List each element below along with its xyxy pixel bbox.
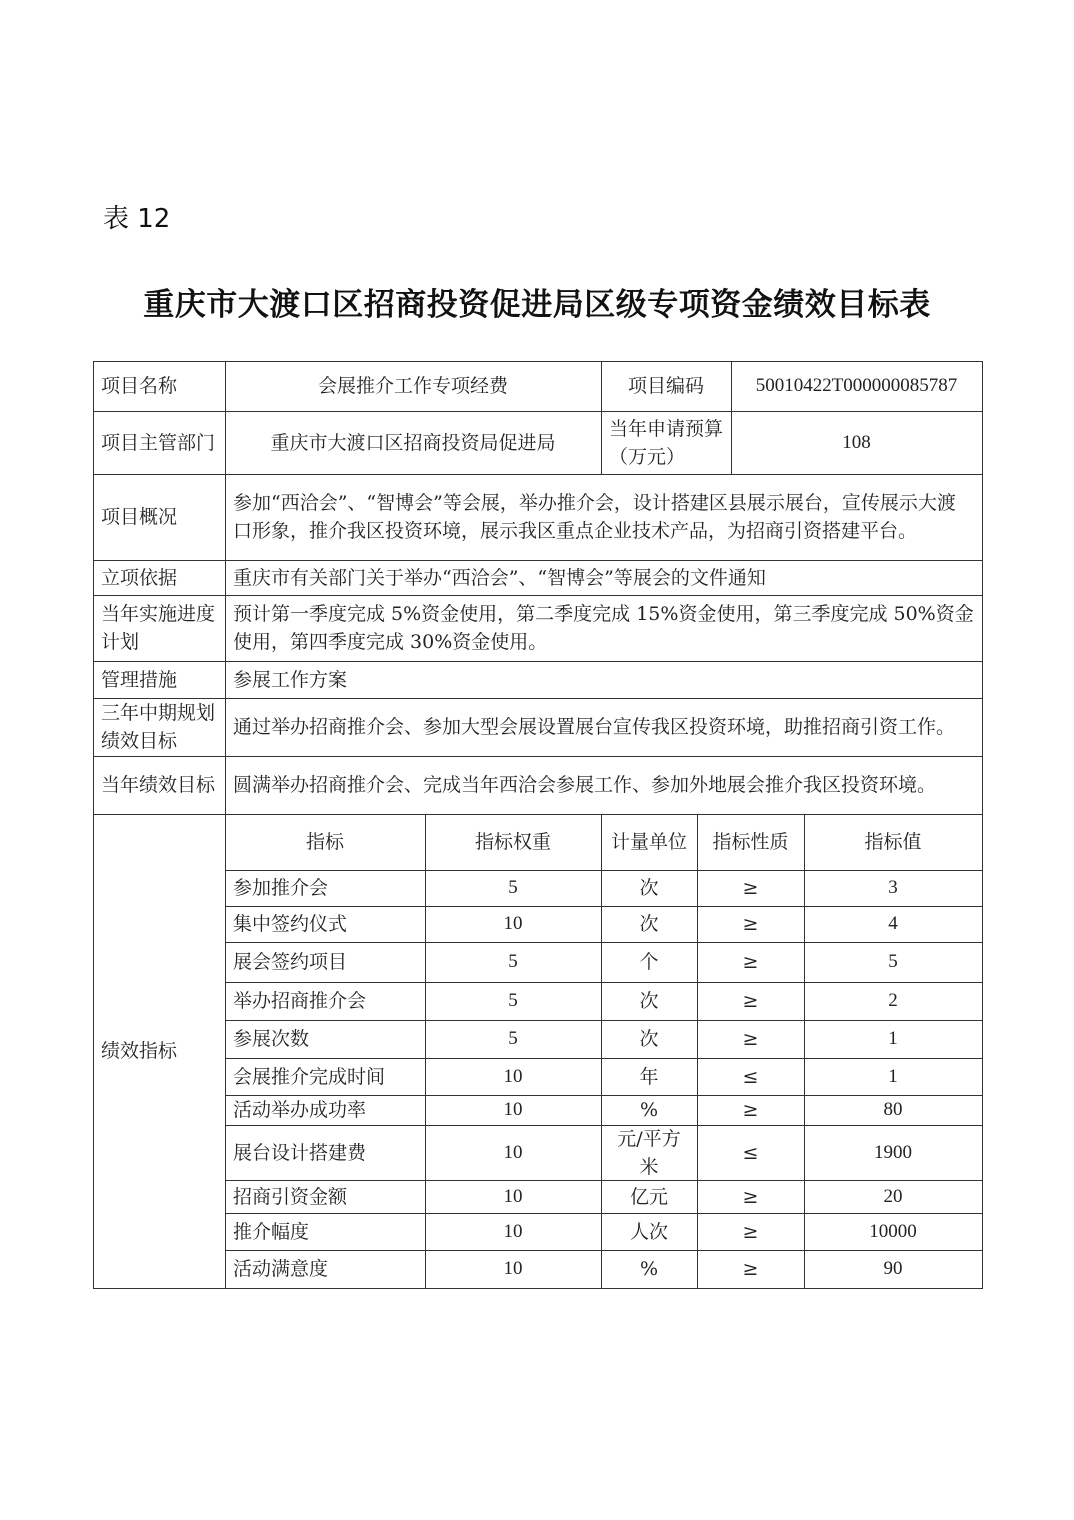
dept-value-text: 重庆市大渡口区招商投资局促进局 bbox=[270, 431, 556, 454]
indicator-weight-text: 5 bbox=[508, 877, 518, 898]
indicator-unit bbox=[601, 1058, 697, 1095]
midterm-value-text: 通过举办招商推介会、参加大型会展设置展台宣传我区投资环境，助推招商引资工作。 bbox=[233, 716, 956, 738]
indicator-name bbox=[225, 1058, 425, 1095]
indicator-nature-text: ≥ bbox=[742, 1028, 759, 1050]
annual-label bbox=[93, 756, 225, 814]
indicator-nature bbox=[697, 870, 804, 906]
indicator-nature-text: ≥ bbox=[742, 1258, 759, 1280]
indicator-name-text: 推介幅度 bbox=[233, 1220, 310, 1243]
indicator-nature bbox=[697, 1095, 804, 1125]
indicator-name-text: 举办招商推介会 bbox=[233, 990, 367, 1012]
basis-label-text: 立项依据 bbox=[101, 566, 178, 589]
indicator-unit-text: 人次 bbox=[629, 1220, 668, 1243]
project-name-value bbox=[225, 361, 601, 411]
indicator-value-text: 1 bbox=[888, 1065, 898, 1087]
indicator-weight-text: 10 bbox=[503, 1185, 523, 1207]
plan-value-text: 预计第一季度完成 5%资金使用，第二季度完成 15%资金使用，第三季度完成 50%资金使用，第四季度完成 30%资金使用。 bbox=[233, 603, 974, 653]
indicator-unit-text: 亿元 bbox=[629, 1185, 668, 1208]
indicator-unit bbox=[601, 1095, 697, 1125]
indicator-weight-text: 10 bbox=[503, 1065, 523, 1087]
indicator-value bbox=[804, 1213, 982, 1250]
indicator-weight bbox=[425, 1058, 601, 1095]
indicator-unit-text: 次 bbox=[639, 877, 659, 899]
indicator-weight-text: 5 bbox=[508, 990, 518, 1011]
indicator-name bbox=[225, 1020, 425, 1058]
indicator-value bbox=[804, 1095, 982, 1125]
overview-value bbox=[225, 474, 982, 560]
indicator-weight-text: 10 bbox=[503, 913, 523, 934]
indicator-weight-text: 10 bbox=[503, 1258, 523, 1279]
indicator-weight-text: 10 bbox=[503, 1099, 523, 1120]
indicator-nature-text: ≥ bbox=[742, 1099, 759, 1121]
indicator-weight bbox=[425, 870, 601, 906]
indicator-unit-text: 次 bbox=[639, 1028, 659, 1050]
indicator-value-text: 1 bbox=[888, 1028, 898, 1049]
table-border-bottom bbox=[93, 1288, 983, 1289]
indicator-weight bbox=[425, 1020, 601, 1058]
indicator-weight bbox=[425, 1125, 601, 1180]
midterm-value bbox=[225, 698, 982, 756]
indicator-weight-text: 5 bbox=[508, 1028, 518, 1049]
indicator-nature bbox=[697, 982, 804, 1020]
annual-value-text: 圆满举办招商推介会、完成当年西洽会参展工作、参加外地展会推介我区投资环境。 bbox=[233, 774, 937, 796]
annual-label-text: 当年绩效目标 bbox=[101, 774, 216, 796]
indicator-name bbox=[225, 870, 425, 906]
project-code-value-text: 50010422T000000085787 bbox=[755, 375, 958, 396]
indicator-nature bbox=[697, 942, 804, 982]
indicator-nature-text: ≤ bbox=[742, 1141, 759, 1164]
indicator-weight-text: 5 bbox=[508, 951, 518, 972]
indicator-name-text: 活动满意度 bbox=[233, 1258, 329, 1280]
indicator-header-4 bbox=[804, 814, 982, 870]
indicator-weight-text: 10 bbox=[503, 1220, 523, 1242]
midterm-label-text: 三年中期规划绩效目标 bbox=[101, 702, 216, 752]
indicator-name bbox=[225, 906, 425, 942]
page-title: 重庆市大渡口区招商投资促进局区级专项资金绩效目标表 bbox=[143, 287, 931, 323]
indicator-value bbox=[804, 906, 982, 942]
indicator-value-text: 5 bbox=[888, 951, 898, 972]
plan-label bbox=[93, 595, 225, 661]
indicator-header-2 bbox=[601, 814, 697, 870]
indicator-value-text: 20 bbox=[883, 1185, 903, 1207]
project-name-label-text: 项目名称 bbox=[101, 375, 178, 397]
dept-value bbox=[225, 411, 601, 474]
indicator-unit-text: 个 bbox=[639, 951, 659, 973]
indicator-name bbox=[225, 1125, 425, 1180]
measures-label bbox=[93, 661, 225, 698]
dept-label bbox=[93, 411, 225, 474]
project-name-value-text: 会展推介工作专项经费 bbox=[317, 375, 508, 397]
table-label: 表 12 bbox=[103, 204, 171, 234]
indicator-value-text: 2 bbox=[888, 990, 898, 1011]
plan-value bbox=[225, 595, 982, 661]
indicator-unit bbox=[601, 1125, 697, 1180]
indicator-header-0 bbox=[225, 814, 425, 870]
indicator-unit bbox=[601, 870, 697, 906]
indicator-unit bbox=[601, 1250, 697, 1288]
indicator-unit bbox=[601, 942, 697, 982]
measures-value bbox=[225, 661, 982, 698]
indicator-header-3 bbox=[697, 814, 804, 870]
measures-label-text: 管理措施 bbox=[101, 668, 178, 691]
table-border-right bbox=[982, 361, 983, 1289]
indicator-unit-text: 次 bbox=[639, 913, 659, 935]
indicator-name bbox=[225, 1180, 425, 1213]
indicator-weight bbox=[425, 1180, 601, 1213]
indicator-value bbox=[804, 1180, 982, 1213]
indicator-weight bbox=[425, 942, 601, 982]
indicator-name bbox=[225, 982, 425, 1020]
indicator-value bbox=[804, 1058, 982, 1095]
indicator-nature-text: ≥ bbox=[742, 1220, 759, 1243]
indicator-nature bbox=[697, 1020, 804, 1058]
plan-label-text: 当年实施进度计划 bbox=[101, 603, 216, 653]
indicator-nature bbox=[697, 1213, 804, 1250]
indicator-nature bbox=[697, 1180, 804, 1213]
indicator-weight bbox=[425, 906, 601, 942]
indicator-unit bbox=[601, 1020, 697, 1058]
indicator-name bbox=[225, 1213, 425, 1250]
indicator-value bbox=[804, 1250, 982, 1288]
project-code-value bbox=[731, 361, 982, 411]
indicator-header-1 bbox=[425, 814, 601, 870]
project-code-label-text: 项目编码 bbox=[627, 375, 704, 397]
indicator-weight bbox=[425, 982, 601, 1020]
indicator-weight bbox=[425, 1213, 601, 1250]
indicator-header-0-text: 指标 bbox=[305, 831, 344, 853]
basis-value-text: 重庆市有关部门关于举办“西洽会”、“智博会”等展会的文件通知 bbox=[233, 566, 766, 589]
budget-label bbox=[601, 411, 731, 474]
indicator-name bbox=[225, 1250, 425, 1288]
indicator-unit-text: 元/平方米 bbox=[617, 1127, 681, 1178]
annual-value bbox=[225, 756, 982, 814]
indicator-nature bbox=[697, 1125, 804, 1180]
indicator-unit-text: 次 bbox=[639, 990, 659, 1012]
indicator-name-text: 招商引资金额 bbox=[233, 1185, 348, 1208]
indicator-nature-text: ≥ bbox=[742, 990, 759, 1012]
budget-value bbox=[731, 411, 982, 474]
indicator-name-text: 参展次数 bbox=[233, 1028, 310, 1050]
basis-label bbox=[93, 560, 225, 595]
indicator-header-1-text: 指标权重 bbox=[474, 831, 551, 853]
midterm-label bbox=[93, 698, 225, 756]
indicator-name-text: 活动举办成功率 bbox=[233, 1099, 367, 1121]
indicator-header-2-text: 计量单位 bbox=[610, 831, 687, 853]
indicator-nature-text: ≥ bbox=[742, 877, 759, 899]
indicator-nature-text: ≤ bbox=[742, 1065, 759, 1088]
indicator-unit-text: % bbox=[639, 1258, 659, 1280]
indicator-name-text: 参加推介会 bbox=[233, 877, 329, 899]
indicators-section-label-text: 绩效指标 bbox=[101, 1040, 178, 1062]
budget-label-text: 当年申请预算（万元） bbox=[609, 417, 724, 468]
measures-value-text: 参展工作方案 bbox=[233, 668, 348, 691]
indicator-unit-text: 年 bbox=[639, 1065, 659, 1088]
indicator-nature-text: ≥ bbox=[742, 951, 759, 973]
indicator-nature bbox=[697, 1058, 804, 1095]
indicator-header-4-text: 指标值 bbox=[864, 831, 922, 853]
indicator-value-text: 3 bbox=[888, 877, 898, 898]
indicator-nature bbox=[697, 1250, 804, 1288]
project-name-label bbox=[93, 361, 225, 411]
indicators-section-label bbox=[93, 814, 225, 1288]
indicator-unit bbox=[601, 1180, 697, 1213]
indicator-unit bbox=[601, 1213, 697, 1250]
indicator-unit bbox=[601, 906, 697, 942]
indicator-value bbox=[804, 942, 982, 982]
indicator-value bbox=[804, 1125, 982, 1180]
indicator-unit bbox=[601, 982, 697, 1020]
budget-value-text: 108 bbox=[842, 431, 871, 453]
indicator-header-3-text: 指标性质 bbox=[712, 831, 789, 853]
indicator-value-text: 90 bbox=[883, 1258, 903, 1279]
indicator-name-text: 展台设计搭建费 bbox=[233, 1141, 367, 1164]
indicator-value bbox=[804, 870, 982, 906]
indicator-value-text: 4 bbox=[888, 913, 898, 934]
overview-label-text: 项目概况 bbox=[101, 506, 178, 528]
indicator-weight bbox=[425, 1095, 601, 1125]
basis-value bbox=[225, 560, 982, 595]
indicator-nature-text: ≥ bbox=[742, 1185, 759, 1208]
overview-label bbox=[93, 474, 225, 560]
indicator-weight-text: 10 bbox=[503, 1141, 523, 1163]
indicator-name-text: 会展推介完成时间 bbox=[233, 1065, 386, 1088]
indicator-value-text: 80 bbox=[883, 1099, 903, 1120]
indicator-unit-text: % bbox=[639, 1099, 659, 1121]
indicator-nature bbox=[697, 906, 804, 942]
overview-value-text: 参加“西洽会”、“智博会”等会展，举办推介会，设计搭建区县展示展台，宣传展示大渡口形象，推介我区投资环境，展示我区重点企业技术产品，为招商引资搭建平台。 bbox=[233, 492, 956, 542]
indicator-weight bbox=[425, 1250, 601, 1288]
indicator-name bbox=[225, 942, 425, 982]
indicator-value-text: 1900 bbox=[874, 1141, 912, 1163]
indicator-value bbox=[804, 1020, 982, 1058]
indicator-value-text: 10000 bbox=[869, 1220, 917, 1242]
indicator-name-text: 集中签约仪式 bbox=[233, 913, 348, 935]
indicator-value bbox=[804, 982, 982, 1020]
indicator-nature-text: ≥ bbox=[742, 913, 759, 935]
dept-label-text: 项目主管部门 bbox=[101, 431, 216, 454]
indicator-name bbox=[225, 1095, 425, 1125]
indicator-name-text: 展会签约项目 bbox=[233, 951, 348, 973]
project-code-label bbox=[601, 361, 731, 411]
